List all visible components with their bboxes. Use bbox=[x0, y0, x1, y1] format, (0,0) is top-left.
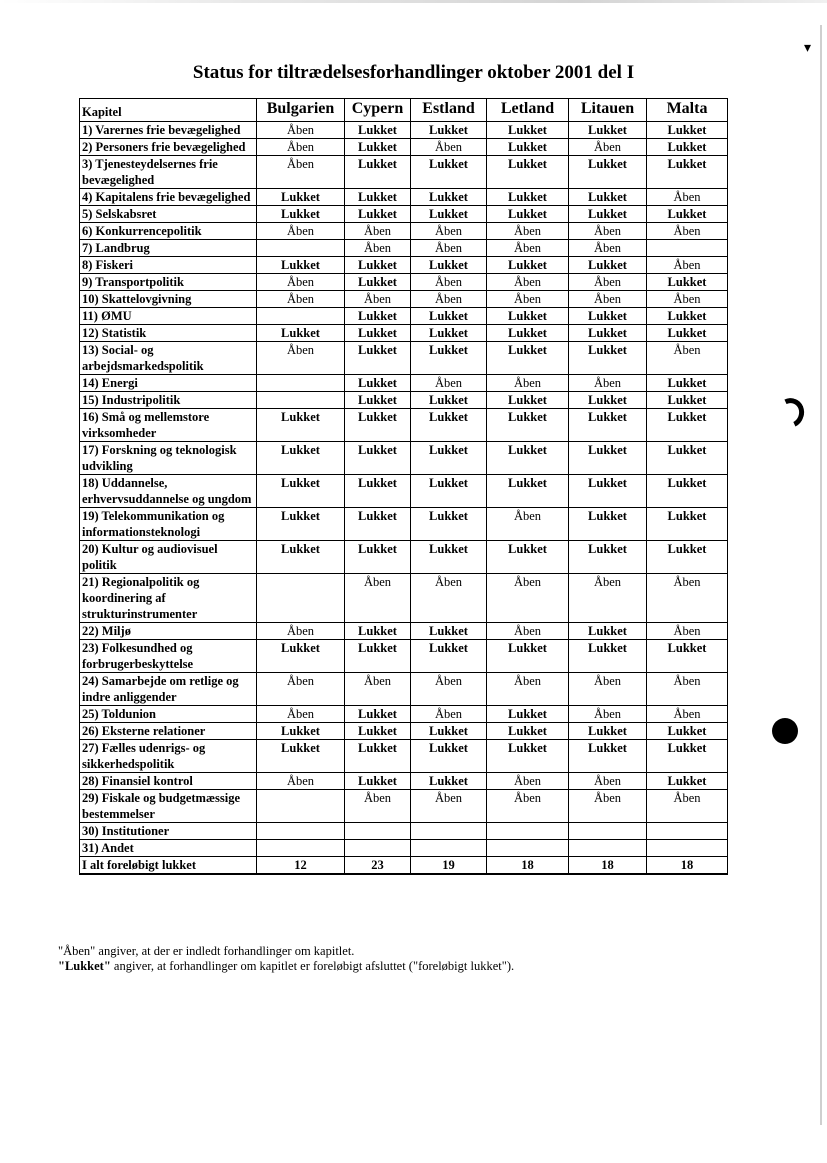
table-row bbox=[80, 325, 728, 342]
status-cell: Lukket bbox=[345, 409, 411, 442]
status-cell: Åben bbox=[257, 223, 345, 240]
table-row bbox=[80, 442, 728, 475]
table-row bbox=[80, 773, 728, 790]
status-cell: Lukket bbox=[487, 139, 569, 156]
punch-hole-mark bbox=[772, 394, 809, 432]
status-cell: Lukket bbox=[569, 392, 647, 409]
status-cell: Åben bbox=[647, 574, 728, 623]
status-cell: Lukket bbox=[647, 375, 728, 392]
status-cell: Lukket bbox=[647, 274, 728, 291]
status-cell bbox=[257, 574, 345, 623]
table-row bbox=[80, 342, 728, 375]
status-cell bbox=[257, 840, 345, 857]
status-cell: Lukket bbox=[569, 189, 647, 206]
status-cell: Lukket bbox=[487, 740, 569, 773]
status-cell: Åben bbox=[569, 706, 647, 723]
table-row bbox=[80, 740, 728, 773]
status-cell: Åben bbox=[487, 623, 569, 640]
table-row bbox=[80, 308, 728, 325]
status-cell: Åben bbox=[487, 291, 569, 308]
table-row bbox=[80, 274, 728, 291]
status-cell: Lukket bbox=[411, 206, 487, 223]
status-cell: Lukket bbox=[487, 308, 569, 325]
status-cell: Lukket bbox=[345, 475, 411, 508]
status-cell: Lukket bbox=[487, 189, 569, 206]
chapter-name-cell: 12) Statistik bbox=[80, 325, 257, 342]
chapter-name-cell: 5) Selskabsret bbox=[80, 206, 257, 223]
status-cell: Lukket bbox=[345, 508, 411, 541]
footnote-lukket bbox=[58, 959, 514, 974]
table-row bbox=[80, 840, 728, 857]
status-cell: Åben bbox=[257, 706, 345, 723]
table-row bbox=[80, 409, 728, 442]
status-cell: Åben bbox=[411, 574, 487, 623]
status-cell: Lukket bbox=[569, 122, 647, 139]
status-cell: Lukket bbox=[257, 409, 345, 442]
status-cell: Lukket bbox=[487, 723, 569, 740]
status-cell: Åben bbox=[257, 291, 345, 308]
status-cell: Lukket bbox=[569, 442, 647, 475]
chapter-name-cell: 17) Forskning og teknologisk udvikling bbox=[80, 442, 257, 475]
punch-hole-dot bbox=[772, 718, 798, 744]
status-cell: Åben bbox=[345, 574, 411, 623]
status-cell: Åben bbox=[569, 673, 647, 706]
status-cell: Åben bbox=[487, 223, 569, 240]
status-cell: Åben bbox=[487, 790, 569, 823]
status-cell: Lukket bbox=[411, 342, 487, 375]
status-cell: Åben bbox=[257, 139, 345, 156]
status-cell: Åben bbox=[345, 673, 411, 706]
chapter-name-cell: 30) Institutioner bbox=[80, 823, 257, 840]
table-row bbox=[80, 723, 728, 740]
chapter-name-cell: 9) Transportpolitik bbox=[80, 274, 257, 291]
chapter-name-cell: 1) Varernes frie bevægelighed bbox=[80, 122, 257, 139]
table-row bbox=[80, 790, 728, 823]
status-cell: Åben bbox=[411, 223, 487, 240]
status-cell: Lukket bbox=[569, 156, 647, 189]
status-cell: Åben bbox=[487, 773, 569, 790]
footnote-aaben bbox=[58, 944, 354, 959]
status-cell: Lukket bbox=[647, 122, 728, 139]
column-header-kapitel: Kapitel bbox=[80, 99, 257, 122]
chapter-name-cell: 11) ØMU bbox=[80, 308, 257, 325]
status-cell: Åben bbox=[569, 773, 647, 790]
status-cell bbox=[569, 840, 647, 857]
status-cell bbox=[345, 840, 411, 857]
table-row bbox=[80, 223, 728, 240]
status-cell: Lukket bbox=[647, 139, 728, 156]
status-cell: Åben bbox=[647, 257, 728, 274]
status-cell: Åben bbox=[569, 139, 647, 156]
table-row bbox=[80, 673, 728, 706]
scan-mark-tick: ▾ bbox=[804, 40, 812, 56]
column-header-bulgarien: Bulgarien bbox=[257, 99, 345, 122]
status-cell: Lukket bbox=[569, 325, 647, 342]
status-cell: Åben bbox=[411, 790, 487, 823]
total-row bbox=[80, 857, 728, 875]
chapter-name-cell: 8) Fiskeri bbox=[80, 257, 257, 274]
total-malta: 18 bbox=[647, 857, 728, 875]
table-header-row bbox=[80, 99, 728, 122]
status-cell: Lukket bbox=[345, 375, 411, 392]
status-cell bbox=[345, 823, 411, 840]
status-cell: Lukket bbox=[487, 409, 569, 442]
status-cell: Åben bbox=[345, 240, 411, 257]
status-cell: Lukket bbox=[345, 139, 411, 156]
chapter-name-cell: 13) Social- og arbejdsmarkedspolitik bbox=[80, 342, 257, 375]
status-cell: Åben bbox=[569, 223, 647, 240]
status-cell bbox=[569, 823, 647, 840]
status-cell: Åben bbox=[411, 139, 487, 156]
chapter-name-cell: 19) Telekommunikation og informationsteknologi bbox=[80, 508, 257, 541]
status-cell: Lukket bbox=[257, 442, 345, 475]
status-cell: Lukket bbox=[487, 342, 569, 375]
chapter-name-cell: 20) Kultur og audiovisuel politik bbox=[80, 541, 257, 574]
table-row bbox=[80, 541, 728, 574]
total-label: I alt foreløbigt lukket bbox=[80, 857, 257, 875]
chapter-name-cell: 22) Miljø bbox=[80, 623, 257, 640]
status-cell: Åben bbox=[647, 623, 728, 640]
scan-top-edge bbox=[0, 0, 827, 3]
status-cell: Lukket bbox=[647, 773, 728, 790]
status-cell: Lukket bbox=[569, 206, 647, 223]
status-cell: Åben bbox=[569, 574, 647, 623]
footnote-aaben-text: angiver, at der er indledt forhandlinger om kapitlet. bbox=[95, 944, 355, 958]
status-cell: Åben bbox=[569, 790, 647, 823]
status-cell: Lukket bbox=[487, 206, 569, 223]
status-table bbox=[79, 98, 728, 875]
chapter-name-cell: 31) Andet bbox=[80, 840, 257, 857]
table-row bbox=[80, 508, 728, 541]
status-cell: Lukket bbox=[411, 740, 487, 773]
status-cell: Lukket bbox=[411, 189, 487, 206]
status-cell: Lukket bbox=[345, 308, 411, 325]
column-header-cypern: Cypern bbox=[345, 99, 411, 122]
status-cell: Lukket bbox=[647, 156, 728, 189]
status-cell bbox=[487, 840, 569, 857]
status-cell: Åben bbox=[647, 790, 728, 823]
status-cell: Åben bbox=[569, 274, 647, 291]
status-cell: Åben bbox=[411, 291, 487, 308]
chapter-name-cell: 16) Små og mellemstore virksomheder bbox=[80, 409, 257, 442]
table-row bbox=[80, 206, 728, 223]
chapter-name-cell: 7) Landbrug bbox=[80, 240, 257, 257]
chapter-name-cell: 15) Industripolitik bbox=[80, 392, 257, 409]
column-header-estland: Estland bbox=[411, 99, 487, 122]
status-cell bbox=[257, 392, 345, 409]
status-cell: Åben bbox=[487, 240, 569, 257]
status-cell: Lukket bbox=[569, 640, 647, 673]
status-cell bbox=[257, 823, 345, 840]
status-cell: Åben bbox=[487, 375, 569, 392]
status-cell: Lukket bbox=[345, 274, 411, 291]
chapter-name-cell: 14) Energi bbox=[80, 375, 257, 392]
status-cell: Lukket bbox=[345, 442, 411, 475]
status-cell: Lukket bbox=[569, 475, 647, 508]
status-cell: Åben bbox=[257, 673, 345, 706]
table-row bbox=[80, 156, 728, 189]
chapter-name-cell: 24) Samarbejde om retlige og indre anliggender bbox=[80, 673, 257, 706]
table-row bbox=[80, 574, 728, 623]
table-row bbox=[80, 291, 728, 308]
status-cell: Lukket bbox=[257, 475, 345, 508]
status-cell: Lukket bbox=[345, 206, 411, 223]
table-row bbox=[80, 122, 728, 139]
status-cell: Lukket bbox=[345, 723, 411, 740]
status-cell: Lukket bbox=[569, 342, 647, 375]
column-header-litauen: Litauen bbox=[569, 99, 647, 122]
status-cell: Åben bbox=[487, 274, 569, 291]
status-cell bbox=[257, 240, 345, 257]
status-cell: Åben bbox=[487, 508, 569, 541]
status-cell: Lukket bbox=[487, 325, 569, 342]
column-header-malta: Malta bbox=[647, 99, 728, 122]
status-cell: Lukket bbox=[647, 723, 728, 740]
footnote-lukket-term: "Lukket" bbox=[58, 959, 111, 973]
status-cell: Åben bbox=[647, 706, 728, 723]
chapter-name-cell: 27) Fælles udenrigs- og sikkerhedspolitik bbox=[80, 740, 257, 773]
status-cell: Lukket bbox=[569, 541, 647, 574]
status-cell: Lukket bbox=[345, 325, 411, 342]
status-cell: Lukket bbox=[411, 541, 487, 574]
status-cell: Lukket bbox=[487, 257, 569, 274]
status-cell: Åben bbox=[257, 156, 345, 189]
status-cell: Lukket bbox=[257, 257, 345, 274]
status-cell: Lukket bbox=[257, 325, 345, 342]
status-cell: Åben bbox=[257, 773, 345, 790]
table-row bbox=[80, 257, 728, 274]
status-cell: Lukket bbox=[487, 706, 569, 723]
table-row bbox=[80, 475, 728, 508]
status-cell: Lukket bbox=[647, 442, 728, 475]
chapter-name-cell: 10) Skattelovgivning bbox=[80, 291, 257, 308]
status-cell: Lukket bbox=[569, 740, 647, 773]
table-row bbox=[80, 240, 728, 257]
status-cell: Lukket bbox=[569, 308, 647, 325]
chapter-name-cell: 2) Personers frie bevægelighed bbox=[80, 139, 257, 156]
footnote-lukket-text: angiver, at forhandlinger om kapitlet er foreløbigt afsluttet ("foreløbigt lukket"). bbox=[110, 959, 515, 973]
status-cell: Lukket bbox=[487, 541, 569, 574]
status-cell: Lukket bbox=[345, 740, 411, 773]
table-row bbox=[80, 823, 728, 840]
chapter-name-cell: 29) Fiskale og budgetmæssige bestemmelser bbox=[80, 790, 257, 823]
status-cell: Lukket bbox=[411, 122, 487, 139]
status-cell: Lukket bbox=[257, 740, 345, 773]
page-title: Status for tiltrædelsesforhandlinger oktober 2001 del I bbox=[192, 62, 635, 83]
status-cell: Lukket bbox=[647, 475, 728, 508]
status-cell: Åben bbox=[487, 574, 569, 623]
status-cell: Lukket bbox=[345, 122, 411, 139]
total-bulgarien: 12 bbox=[257, 857, 345, 875]
status-cell: Lukket bbox=[487, 156, 569, 189]
status-cell: Åben bbox=[647, 189, 728, 206]
footnote-aaben-term: "Åben" bbox=[58, 944, 96, 958]
status-cell bbox=[257, 790, 345, 823]
chapter-name-cell: 21) Regionalpolitik og koordinering af strukturinstrumenter bbox=[80, 574, 257, 623]
table-row bbox=[80, 706, 728, 723]
chapter-name-cell: 3) Tjenesteydelsernes frie bevægelighed bbox=[80, 156, 257, 189]
status-cell: Lukket bbox=[411, 623, 487, 640]
status-cell: Lukket bbox=[487, 122, 569, 139]
status-cell: Åben bbox=[257, 342, 345, 375]
status-cell: Lukket bbox=[487, 392, 569, 409]
column-header-letland: Letland bbox=[487, 99, 569, 122]
status-cell bbox=[487, 823, 569, 840]
chapter-name-cell: 25) Toldunion bbox=[80, 706, 257, 723]
table-row bbox=[80, 392, 728, 409]
status-cell bbox=[411, 823, 487, 840]
total-letland: 18 bbox=[487, 857, 569, 875]
status-cell: Åben bbox=[647, 673, 728, 706]
table-row bbox=[80, 139, 728, 156]
status-cell: Lukket bbox=[647, 640, 728, 673]
status-cell: Lukket bbox=[345, 623, 411, 640]
status-cell: Lukket bbox=[647, 541, 728, 574]
status-cell: Åben bbox=[569, 291, 647, 308]
status-cell: Åben bbox=[647, 342, 728, 375]
status-cell: Lukket bbox=[411, 392, 487, 409]
total-litauen: 18 bbox=[569, 857, 647, 875]
status-cell: Åben bbox=[411, 673, 487, 706]
status-cell bbox=[411, 840, 487, 857]
chapter-name-cell: 28) Finansiel kontrol bbox=[80, 773, 257, 790]
status-cell: Lukket bbox=[569, 623, 647, 640]
status-cell: Lukket bbox=[569, 508, 647, 541]
status-cell: Lukket bbox=[345, 706, 411, 723]
status-cell: Lukket bbox=[647, 740, 728, 773]
status-cell: Åben bbox=[257, 623, 345, 640]
scan-right-edge bbox=[820, 25, 822, 1125]
status-cell: Lukket bbox=[647, 392, 728, 409]
chapter-name-cell: 6) Konkurrencepolitik bbox=[80, 223, 257, 240]
status-cell: Lukket bbox=[257, 508, 345, 541]
status-cell: Åben bbox=[345, 291, 411, 308]
status-cell: Lukket bbox=[345, 773, 411, 790]
status-cell: Lukket bbox=[487, 442, 569, 475]
status-cell: Åben bbox=[411, 274, 487, 291]
status-cell: Åben bbox=[411, 706, 487, 723]
status-cell: Lukket bbox=[569, 723, 647, 740]
status-cell: Lukket bbox=[411, 325, 487, 342]
table-body bbox=[80, 122, 728, 857]
status-cell: Lukket bbox=[257, 206, 345, 223]
status-cell: Lukket bbox=[647, 308, 728, 325]
status-cell: Åben bbox=[569, 375, 647, 392]
status-cell: Åben bbox=[345, 790, 411, 823]
status-cell bbox=[647, 240, 728, 257]
status-cell: Lukket bbox=[487, 475, 569, 508]
status-cell: Lukket bbox=[345, 392, 411, 409]
status-cell bbox=[647, 823, 728, 840]
status-cell: Åben bbox=[345, 223, 411, 240]
status-cell: Lukket bbox=[411, 442, 487, 475]
status-cell: Lukket bbox=[411, 257, 487, 274]
status-cell: Lukket bbox=[411, 156, 487, 189]
status-cell: Lukket bbox=[257, 189, 345, 206]
status-cell: Lukket bbox=[411, 308, 487, 325]
status-cell: Lukket bbox=[487, 640, 569, 673]
status-cell bbox=[647, 840, 728, 857]
status-cell: Lukket bbox=[411, 640, 487, 673]
table-row bbox=[80, 375, 728, 392]
status-cell: Åben bbox=[647, 223, 728, 240]
status-cell: Lukket bbox=[345, 541, 411, 574]
status-cell: Åben bbox=[411, 375, 487, 392]
status-cell: Lukket bbox=[345, 189, 411, 206]
total-estland: 19 bbox=[411, 857, 487, 875]
status-cell: Åben bbox=[257, 122, 345, 139]
status-cell: Lukket bbox=[345, 257, 411, 274]
status-cell: Lukket bbox=[257, 640, 345, 673]
status-cell: Lukket bbox=[411, 508, 487, 541]
status-cell: Lukket bbox=[257, 723, 345, 740]
status-cell: Lukket bbox=[411, 723, 487, 740]
status-cell: Lukket bbox=[647, 508, 728, 541]
total-cypern: 23 bbox=[345, 857, 411, 875]
chapter-name-cell: 18) Uddannelse, erhvervsuddannelse og ungdom bbox=[80, 475, 257, 508]
status-cell: Åben bbox=[569, 240, 647, 257]
status-cell: Åben bbox=[411, 240, 487, 257]
status-cell: Lukket bbox=[257, 541, 345, 574]
status-cell bbox=[257, 375, 345, 392]
status-cell: Åben bbox=[487, 673, 569, 706]
status-cell: Lukket bbox=[647, 409, 728, 442]
table-row bbox=[80, 189, 728, 206]
table-row bbox=[80, 640, 728, 673]
chapter-name-cell: 23) Folkesundhed og forbrugerbeskyttelse bbox=[80, 640, 257, 673]
status-cell: Lukket bbox=[569, 257, 647, 274]
status-cell: Lukket bbox=[345, 640, 411, 673]
status-cell: Lukket bbox=[411, 409, 487, 442]
status-cell: Åben bbox=[257, 274, 345, 291]
chapter-name-cell: 4) Kapitalens frie bevægelighed bbox=[80, 189, 257, 206]
status-cell: Åben bbox=[647, 291, 728, 308]
status-cell bbox=[257, 308, 345, 325]
status-cell: Lukket bbox=[647, 325, 728, 342]
status-cell: Lukket bbox=[411, 773, 487, 790]
status-cell: Lukket bbox=[345, 156, 411, 189]
status-cell: Lukket bbox=[647, 206, 728, 223]
chapter-name-cell: 26) Eksterne relationer bbox=[80, 723, 257, 740]
table-row bbox=[80, 623, 728, 640]
status-cell: Lukket bbox=[411, 475, 487, 508]
status-cell: Lukket bbox=[569, 409, 647, 442]
status-cell: Lukket bbox=[345, 342, 411, 375]
